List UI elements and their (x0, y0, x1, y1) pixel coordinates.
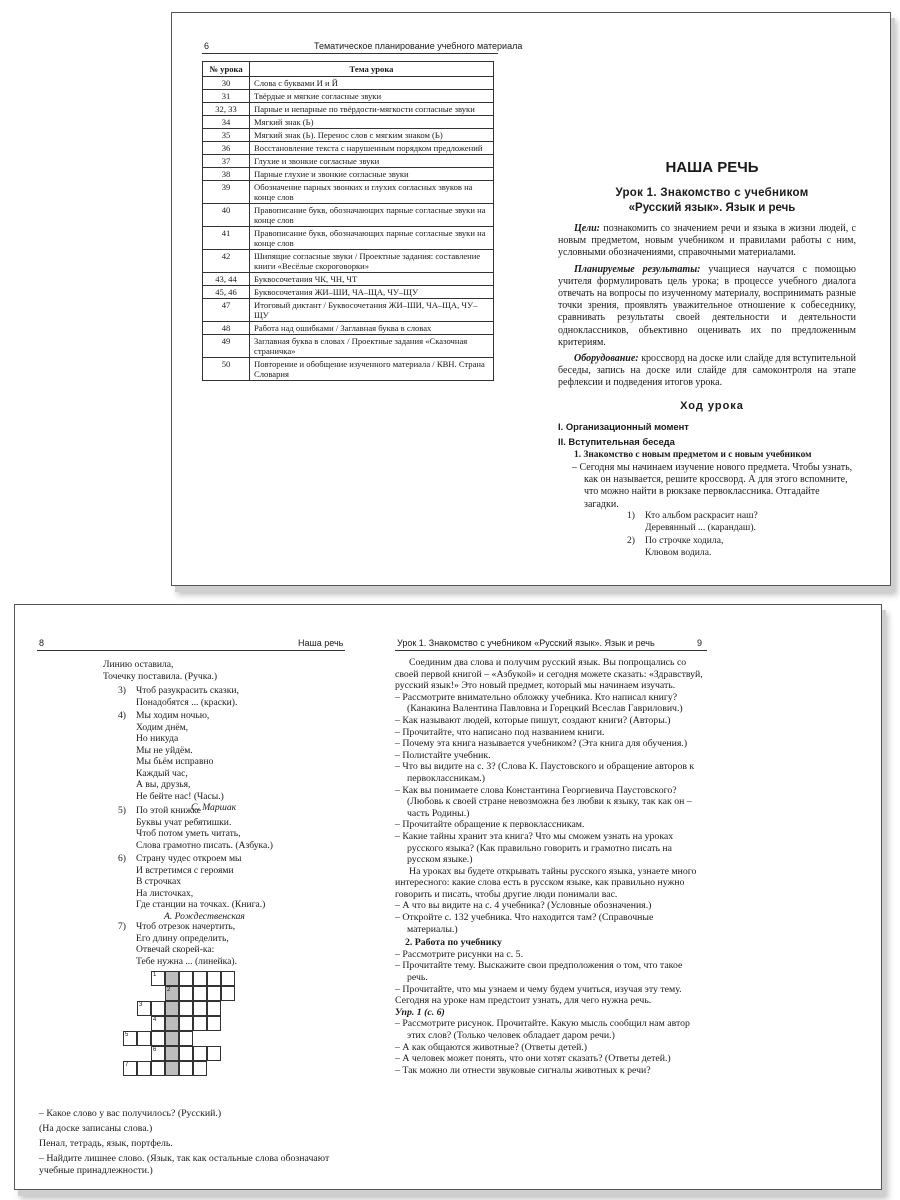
crossword-number: 4 (153, 1017, 157, 1023)
riddle-number: 6) (118, 853, 126, 864)
goals-label: Цели: (574, 223, 600, 234)
table-row (203, 116, 494, 129)
crossword-cell (179, 1031, 193, 1046)
riddle-line: Точечку поставила. (Ручка.) (103, 670, 218, 682)
table-row (203, 155, 494, 168)
riddle-5 (118, 805, 273, 851)
riddle-number: 7) (118, 921, 126, 932)
lesson-number-cell: 30 (203, 77, 250, 90)
lesson-topic-cell: Слова с буквами И и Й (250, 77, 494, 90)
table-row (203, 335, 494, 358)
table-row (203, 103, 494, 116)
lesson-topic-cell: Восстановление текста с нарушенным порядком предложений (250, 142, 494, 155)
lesson-topic-cell: Обозначение парных звонких и глухих согласных звуков на конце слов (250, 181, 494, 204)
lesson-number-cell: 37 (203, 155, 250, 168)
riddle-number: 3) (118, 685, 126, 696)
page-number: 6 (204, 41, 210, 51)
riddle-lines (136, 921, 237, 967)
riddle-line: Мы ходим ночью, (136, 710, 210, 721)
paragraph: Сегодня на уроке нам предстоит узнать, для чего нужна речь. (395, 995, 652, 1007)
question-line: – Рассмотрите внимательно обложку учебника. Кто написал книгу? (Канакина Валентина Павловна и Горецкий Всеслав Гаврилович.) (395, 691, 683, 715)
riddle-line: Чтоб разукрасить сказки, (136, 685, 239, 696)
crossword-number: 7 (125, 1062, 129, 1068)
crossword-cell (123, 1061, 137, 1076)
crossword-cell (179, 1001, 193, 1016)
lesson-topic-cell: Буквосочетания ЧК, ЧН, ЧТ (250, 273, 494, 286)
crossword-cell (151, 1061, 165, 1076)
course-heading: Ход урока (680, 400, 744, 412)
crossword-number: 1 (153, 972, 157, 978)
intro-block (572, 462, 856, 511)
crossword-cell (165, 1046, 179, 1061)
question-line: – А что вы видите на с. 4 учебника? (Условные обозначения.) (395, 900, 652, 912)
table-row (203, 90, 494, 103)
lesson-topic-cell: Буквосочетания ЖИ–ШИ, ЧА–ЩА, ЧУ–ЩУ (250, 286, 494, 299)
goals-text: познакомить со значением речи и языка в жизни людей, с новым предметом, новым учебником и правилами работы с ним, условными обозначениями, справочными материалами. (558, 223, 856, 259)
lesson-number-cell: 48 (203, 322, 250, 335)
question-line: – Что вы видите на с. 3? (Слова К. Паустовского и обращение авторов к первоклассникам.) (395, 761, 695, 784)
results-paragraph (558, 264, 856, 349)
question-line: – Как называют людей, которые пишут, создают книги? (Авторы.) (395, 714, 671, 726)
lesson-topic-cell: Работа над ошибками / Заглавная буква в словах (250, 322, 494, 335)
riddle-number: 1) (627, 510, 635, 521)
crossword-cell (179, 1061, 193, 1076)
riddle-number: 5) (118, 805, 126, 816)
question-line: – А человек может понять, что они хотят сказать? (Ответы детей.) (395, 1053, 671, 1065)
riddle-line: Отвечай скорей-ка: (136, 944, 215, 955)
riddle-line: В строчках (136, 876, 182, 887)
crossword-cell (151, 971, 165, 986)
crossword-cell (179, 1046, 193, 1061)
riddle-line: И встретимся с героями (136, 864, 234, 876)
riddle-lines (136, 853, 265, 922)
lesson-number-cell: 40 (203, 204, 250, 227)
riddle-lines (136, 710, 236, 814)
riddle-line: Тебе нужна ... (линейка). (136, 955, 237, 967)
riddle-line: По этой книжке (136, 805, 201, 816)
bottom-spread (14, 604, 882, 1190)
crossword-cell (221, 986, 235, 1001)
lesson-topic-cell: Глухие и звонкие согласные звуки (250, 155, 494, 168)
riddle-line: Ходим днём, (136, 721, 189, 733)
exercise-heading: Упр. 1 (с. 6) (395, 1006, 445, 1018)
question-line: – Прочитайте, что мы узнаем и чему будем учиться, изучая эту тему. (395, 983, 682, 995)
paragraph: Соединим два слова и получим русский язык. Вы попрощались со своей первой книгой – «Азбукой» и сегодня можете сказать: «Здравствуй, русский язык!» Это новый предмет, который мы начинаем изучать. (395, 657, 703, 692)
crossword-cell (151, 1001, 165, 1016)
riddle-7 (118, 921, 237, 967)
lesson-topic-cell: Итоговый диктант / Буквосочетания ЖИ–ШИ, ЧА–ЩА, ЧУ–ЩУ (250, 299, 494, 322)
riddle-line: Но никуда (136, 733, 179, 744)
table-row (203, 181, 494, 204)
intro-text: – Сегодня мы начинаем изучение нового предмета. Чтобы узнать, как он называется, решите кроссворд. А для этого вспомните, что можно найти в рюкзаке первоклассника. Отгадайте загадки. (572, 462, 853, 510)
lesson-title-line-1: Урок 1. Знакомство с учебником (615, 187, 809, 199)
crossword-number: 6 (153, 1047, 157, 1053)
lesson-number-cell: 34 (203, 116, 250, 129)
riddle-line: Чтоб отрезок начертить, (136, 921, 236, 932)
top-page (171, 12, 891, 586)
right-running-head: Урок 1. Знакомство с учебником «Русский язык». Язык и речь (397, 638, 655, 648)
crossword-cell (165, 986, 179, 1001)
question-line: – А как общаются животные? (Ответы детей.) (395, 1041, 588, 1053)
lesson-topic-cell: Повторение и обобщение изученного материала / КВН. Страна Словария (250, 358, 494, 381)
crossword-cell (193, 986, 207, 1001)
crossword-cell (207, 1016, 221, 1031)
crossword-cell (221, 971, 235, 986)
question-line: – Рассмотрите рисунок. Прочитайте. Какую мысль сообщил нам автор этих слов? (Только человек обладает даром речи.) (395, 1018, 690, 1041)
lesson-number-cell: 31 (203, 90, 250, 103)
lesson-number-cell: 42 (203, 250, 250, 273)
crossword-cell (193, 1061, 207, 1076)
crossword-cell (151, 1016, 165, 1031)
board-note: (На доске записаны слова.) (39, 1123, 153, 1134)
riddle-line: Чтоб потом уметь читать, (136, 828, 241, 839)
table-row (203, 227, 494, 250)
question-line: – Полистайте учебник. (395, 749, 491, 761)
table-row (203, 273, 494, 286)
crossword-cell (207, 971, 221, 986)
lesson-topic-cell: Правописание букв, обозначающих парные согласные звуки на конце слов (250, 204, 494, 227)
riddle-lines (136, 805, 273, 851)
results-text: учащиеся научатся с помощью учителя формулировать цель урока; в процессе учебного диалога отвечать на вопросы по изученному материалу, воспринимать разные точки зрения, проявлять уважительное отношение к собеседнику, сравнивать результаты своей деятельности и деятельности одноклассников, объективно оценивать их по предложенным критериям. (558, 263, 856, 348)
table-row (203, 358, 494, 381)
riddle-lines (136, 685, 239, 708)
crossword-number: 2 (167, 987, 171, 993)
lesson-topic-cell: Парные глухие и звонкие согласные звуки (250, 168, 494, 181)
lesson-number-cell: 36 (203, 142, 250, 155)
table-row (203, 142, 494, 155)
table-row (203, 204, 494, 227)
lesson-topic-cell: Правописание букв, обозначающих парные согласные звуки на конце слов (250, 227, 494, 250)
right-page-text (395, 657, 705, 1076)
crossword-cell (137, 1001, 151, 1016)
crossword-number: 3 (139, 1002, 143, 1008)
table-row (203, 322, 494, 335)
right-page-number: 9 (697, 638, 703, 648)
lesson-number-cell: 50 (203, 358, 250, 381)
goals-paragraph (558, 223, 856, 260)
question-line: – Какое слово у вас получилось? (Русский.) (39, 1108, 222, 1119)
crossword-cell (165, 1016, 179, 1031)
riddle-line: Линию оставила, (103, 659, 174, 670)
riddle-line: Клювом водила. (645, 546, 712, 558)
table-row (203, 168, 494, 181)
question-line: – Какие тайны хранит эта книга? Что мы сможем узнать на уроках русского языка? (Как правильно говорить и грамотно писать на русском языке.) (395, 830, 674, 866)
lesson-number-cell: 32, 33 (203, 103, 250, 116)
riddle-3 (118, 685, 239, 708)
question-line: – Прочитайте, что написано под названием книги. (395, 726, 605, 738)
after-crossword-block (39, 1108, 349, 1177)
riddle-line: На листочках, (136, 887, 194, 899)
equipment-text: кроссворд на доске или слайде для вступительной беседы, запись на доске или слайде для самоконтроля на этапе рефлексии и подведения итогов урока. (558, 353, 857, 389)
riddle-line: А вы, друзья, (136, 779, 191, 790)
lesson-topic-cell: Мягкий знак (Ь) (250, 116, 494, 129)
table-row (203, 250, 494, 273)
right-header-rule (395, 650, 707, 651)
crossword-cell (207, 1001, 221, 1016)
lesson-number-cell: 41 (203, 227, 250, 250)
question-line: – Как вы понимаете слова Константина Георгиевича Паустовского? (Любовь к своей стране невозможна без любви к языку, так как он – часть Родины.) (395, 784, 692, 819)
lesson-number-cell: 38 (203, 168, 250, 181)
header-rule (202, 53, 498, 54)
left-page-number: 8 (39, 638, 45, 648)
riddle-line: Мы бьём исправно (136, 756, 214, 767)
crossword-cell (193, 971, 207, 986)
lesson-topic-cell: Шипящие согласные звуки / Проектные задания: составление книги «Весёлые скороговорки» (250, 250, 494, 273)
subsection-2-heading: 2. Работа по учебнику (405, 937, 502, 949)
crossword-cell (123, 1031, 137, 1046)
riddle-author: С. Маршак (191, 802, 237, 813)
riddle-number: 4) (118, 710, 126, 721)
crossword-cell (165, 1001, 179, 1016)
question-line: – Рассмотрите рисунки на с. 5. (395, 948, 524, 960)
riddle-author: А. Рождественская (164, 910, 245, 922)
lesson-number-cell: 49 (203, 335, 250, 358)
header-lesson-number: № урока (203, 62, 250, 77)
riddle-number: 2) (627, 535, 635, 546)
crossword-cell (179, 1016, 193, 1031)
riddle-line: Кто альбом раскрасит наш? (645, 510, 758, 521)
crossword-cell (193, 1016, 207, 1031)
crossword-cell (179, 971, 193, 986)
equipment-label: Оборудование: (574, 353, 639, 365)
riddle-line: Страну чудес откроем мы (136, 853, 242, 864)
crossword-cell (165, 1031, 179, 1046)
riddle-line: Слова грамотно писать. (Азбука.) (136, 839, 273, 851)
lesson-number-cell: 39 (203, 181, 250, 204)
riddle-line: Деревянный ... (карандаш). (645, 521, 756, 533)
lesson-topic-cell: Парные и непарные по твёрдости-мягкости согласные звуки (250, 103, 494, 116)
crossword-cell (137, 1031, 151, 1046)
riddle-line: Буквы учат ребятишки. (136, 816, 232, 828)
riddle-line: Не бейте нас! (Часы.) (136, 790, 224, 802)
crossword-cell (137, 1061, 151, 1076)
riddle-2-end (103, 659, 217, 682)
lesson-number-cell: 45, 46 (203, 286, 250, 299)
question-line: – Почему эта книга называется учебником? (Эта книга для обучения.) (395, 738, 688, 750)
paragraph: На уроках вы будете открывать тайны русского языка, узнаете много интересного: какие слова есть в русском языке, как правильно нужно говорить и писать, чтобы другие люди понимали вас. (395, 865, 697, 900)
lesson-topic-cell: Заглавная буква в словах / Проектные задания «Сказочная страничка» (250, 335, 494, 358)
riddle-line: Где станции на точках. (Книга.) (136, 899, 266, 910)
riddle-4 (118, 710, 236, 814)
board-words: Пенал, тетрадь, язык, портфель. (39, 1138, 173, 1149)
table-header-row (203, 62, 494, 77)
lesson-number-cell: 43, 44 (203, 273, 250, 286)
section-title: НАША РЕЧЬ (665, 159, 759, 176)
crossword-cell (179, 986, 193, 1001)
crossword-cell (207, 1046, 221, 1061)
crossword-cell (193, 1046, 207, 1061)
crossword-cell (151, 1046, 165, 1061)
table-row (203, 129, 494, 142)
crossword-number: 5 (125, 1032, 129, 1038)
question-line: – Прочитайте тему. Выскажите свои предположения о том, что такое речь. (395, 960, 683, 984)
crossword-cell (193, 1001, 207, 1016)
riddle-1 (627, 510, 758, 533)
crossword-cell (151, 1031, 165, 1046)
lesson-goals-block (558, 223, 856, 390)
header-lesson-topic: Тема урока (250, 62, 494, 77)
question-line: – Откройте с. 132 учебника. Что находится там? (Справочные материалы.) (395, 912, 654, 935)
lesson-number-cell: 35 (203, 129, 250, 142)
question-line: – Так можно ли отнести звуковые сигналы животных к речи? (395, 1064, 651, 1076)
riddle-2 (627, 535, 723, 558)
left-header-rule (37, 650, 345, 651)
riddle-line: Мы не уйдём. (136, 744, 193, 756)
question-line: – Найдите лишнее слово. (Язык, так как остальные слова обозначают учебные принадлежности.) (39, 1153, 330, 1176)
table-row (203, 77, 494, 90)
subsection-1-heading: 1. Знакомство с новым предметом и с новым учебником (574, 450, 812, 460)
lesson-topic-cell: Твёрдые и мягкие согласные звуки (250, 90, 494, 103)
equipment-paragraph (558, 353, 856, 390)
results-label: Планируемые результаты: (574, 263, 701, 275)
stage-2-heading: II. Вступительная беседа (558, 436, 675, 447)
riddle-line: Его длину определить, (136, 932, 229, 944)
table-row (203, 286, 494, 299)
crossword-cell (207, 986, 221, 1001)
question-line: – Прочитайте обращение к первоклассникам. (395, 819, 585, 831)
riddle-line: По строчке ходила, (645, 535, 724, 546)
crossword-cell (165, 1061, 179, 1076)
lesson-plan-table (202, 61, 494, 381)
lesson-number-cell: 47 (203, 299, 250, 322)
running-head: Тематическое планирование учебного материала (314, 41, 523, 51)
left-running-head: Наша речь (298, 638, 344, 648)
riddle-line: Понадобятся ... (краски). (136, 696, 238, 708)
crossword-cell (165, 971, 179, 986)
stage-1-heading: I. Организационный момент (558, 421, 689, 432)
lesson-topic-cell: Мягкий знак (Ь). Перенос слов с мягким знаком (Ь) (250, 129, 494, 142)
riddle-6 (118, 853, 265, 922)
riddle-line: Каждый час, (136, 767, 188, 779)
lesson-title-line-2: «Русский язык». Язык и речь (628, 202, 796, 214)
table-row (203, 299, 494, 322)
